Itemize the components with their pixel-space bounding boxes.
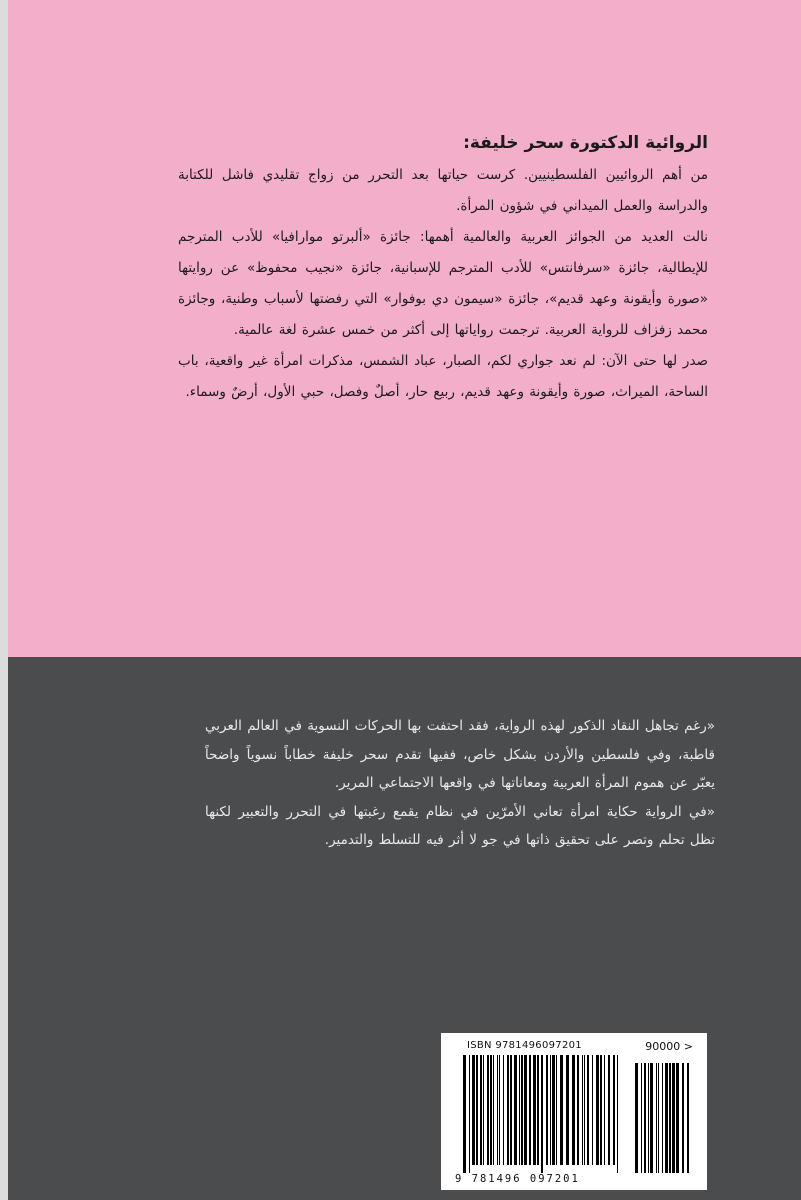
author-bio	[178, 128, 708, 408]
blurb-paragraph: «في الرواية حكاية امرأة تعاني الأمرّين في نظام يقمع رغبتها في التحرر والتعبير لكنها تظل تحلم وتصر على تحقيق ذاتها في جو لا أثر فيه للتسلط والتدمير.	[205, 803, 715, 848]
book-blurb	[205, 712, 715, 855]
price-code: 90000 >	[645, 1040, 693, 1053]
author-bio-paragraph: من أهم الروائيين الفلسطينيين. كرست حياتها بعد التحرر من زواج تقليدي فاشل للكتابة والدراسة والعمل الميداني في شؤون المرأة.	[178, 167, 708, 214]
author-bio-title: الروائية الدكتورة سحر خليفة:	[463, 133, 708, 153]
isbn-barcode	[441, 1033, 707, 1190]
barcode-addon-bars-icon	[635, 1063, 691, 1173]
isbn-label: ISBN 9781496097201	[467, 1040, 582, 1051]
author-bio-paragraph: نالت العديد من الجوائز العربية والعالمية أهمها: جائزة «ألبرتو موارافيا» للأدب المترجم للإيطالية، جائزة «سرفانتس» للأدب المترجم للإسبانية، جائزة «نجيب محفوظ» عن روايتها «صورة وأيقونة وعهد قديم»، جائزة «سيمون دي بوفوار» التي رفضتها لأسباب وطنية، وجائزة محمد زفزاف للرواية العربية. ترجمت رواياتها إلى أكثر من خمس عشرة لغة عالمية.	[178, 229, 708, 338]
barcode-bars-icon	[463, 1055, 621, 1173]
barcode-digits: 9 781496 097201	[455, 1173, 580, 1185]
blurb-paragraph: «رغم تجاهل النقاد الذكور لهذه الرواية، فقد احتفت بها الحركات النسوية في العالم العربي قاطبة، وفي فلسطين والأردن بشكل خاص، ففيها تقدم سحر خليفة خطاباً نسوياً واضحاً يعبّر عن هموم المرأة العربية ومعاناتها في واقعها الاجتماعي المرير.	[205, 718, 715, 791]
author-bio-paragraph: صدر لها حتى الآن: لم نعد جواري لكم، الصبار، عباد الشمس، مذكرات امرأة غير واقعية، باب الساحة، الميراث، صورة وأيقونة وعهد قديم، ربيع حار، أصلٌ وفصل، حبي الأول، أرضٌ وسماء.	[178, 353, 708, 400]
page-edge	[0, 0, 8, 1200]
